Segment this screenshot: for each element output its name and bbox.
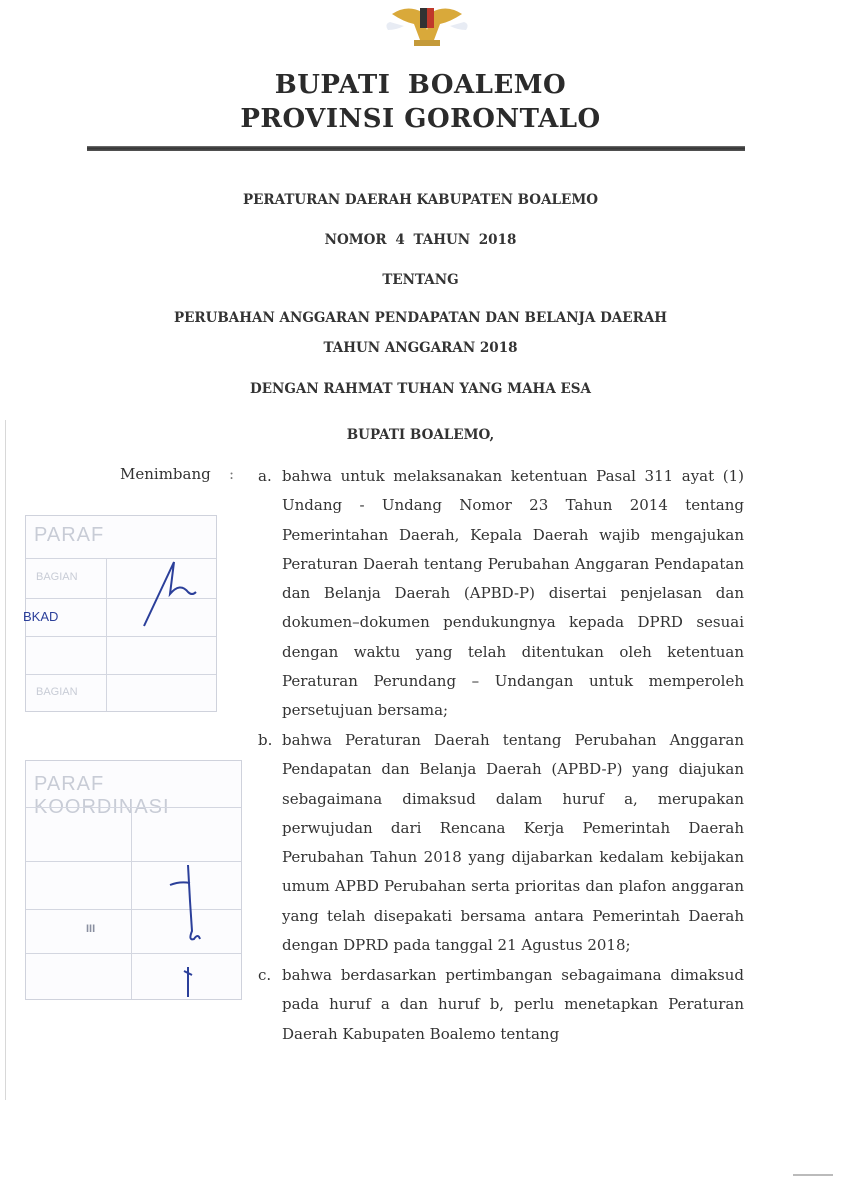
stamp-title: PARAF xyxy=(34,524,105,546)
garuda-emblem-icon xyxy=(382,0,472,48)
item-text: bahwa untuk melaksanakan ketentuan Pasal 311 ayat (1) Undang - Undang Nomor 23 Tahun 2014 tentang Pemerintahan Daerah, Kepala Daerah wajib mengajukan Peraturan Daerah tentang Perubahan Anggaran Pendapatan dan Belanja Daerah (APBD-P) disertai penjelasan dan dokumen–dokumen pendukungnya kepada DPRD sesuai dengan waktu yang telah ditentukan oleh ketentuan Peraturan Perundang – Undangan untuk memperoleh persetujuan bersama; xyxy=(282,467,744,720)
item-text: bahwa Peraturan Daerah tentang Perubahan Anggaran Pendapatan dan Belanja Daerah (APBD-P) yang diajukan sebagaimana dimaksud dalam huruf a, merupakan perwujudan dari Rencana Kerja Pemerintah Daerah Perubahan Tahun 2018 yang dijabarkan kedalam kebijakan umum APBD Perubahan serta prioritas dan plafon anggaran yang telah disepakati bersama antara Pemerintah Daerah dengan DPRD pada tanggal 21 Agustus 2018; xyxy=(282,731,744,955)
item-letter: a. xyxy=(258,467,272,485)
signature-icon xyxy=(166,861,216,1001)
scan-margin-line xyxy=(5,420,6,1100)
initial-stamp-2 xyxy=(25,760,242,1000)
issuer: BUPATI BOALEMO, xyxy=(346,427,495,443)
page-corner-mark xyxy=(793,1174,833,1176)
header-regent: BUPATI BOALEMO xyxy=(274,70,567,100)
header-rule xyxy=(87,146,745,151)
considering-item xyxy=(258,961,744,1049)
signature-icon xyxy=(136,554,206,634)
regulation-subject: PERUBAHAN ANGGARAN PENDAPATAN DAN BELANJA DAERAH xyxy=(173,310,668,326)
considering-label: Menimbang xyxy=(120,465,211,483)
stamp-row-label: III xyxy=(86,923,96,935)
considering-item xyxy=(258,726,744,960)
regulation-type: PERATURAN DAERAH KABUPATEN BOALEMO xyxy=(242,192,599,208)
item-letter: c. xyxy=(258,966,272,984)
initial-stamp-1 xyxy=(25,515,217,712)
stamp-title: PARAF KOORDINASI xyxy=(34,773,170,818)
regulation-number: NOMOR 4 TAHUN 2018 xyxy=(324,232,517,248)
regulation-year: TAHUN ANGGARAN 2018 xyxy=(323,340,518,356)
regulation-about: TENTANG xyxy=(382,272,459,288)
header-province: PROVINSI GORONTALO xyxy=(240,104,601,134)
stamp-row-label: BAGIAN xyxy=(36,571,78,583)
preamble-invocation: DENGAN RAHMAT TUHAN YANG MAHA ESA xyxy=(249,381,592,397)
handwritten-note: BKAD xyxy=(23,609,59,624)
item-letter: b. xyxy=(258,731,273,749)
considering-colon: : xyxy=(229,465,235,483)
considering-item xyxy=(258,462,744,726)
stamp-row-label: BAGIAN xyxy=(36,686,78,698)
item-text: bahwa berdasarkan pertimbangan sebagaimana dimaksud pada huruf a dan huruf b, perlu menetapkan Peraturan Daerah Kabupaten Boalemo tentang xyxy=(282,966,744,1043)
